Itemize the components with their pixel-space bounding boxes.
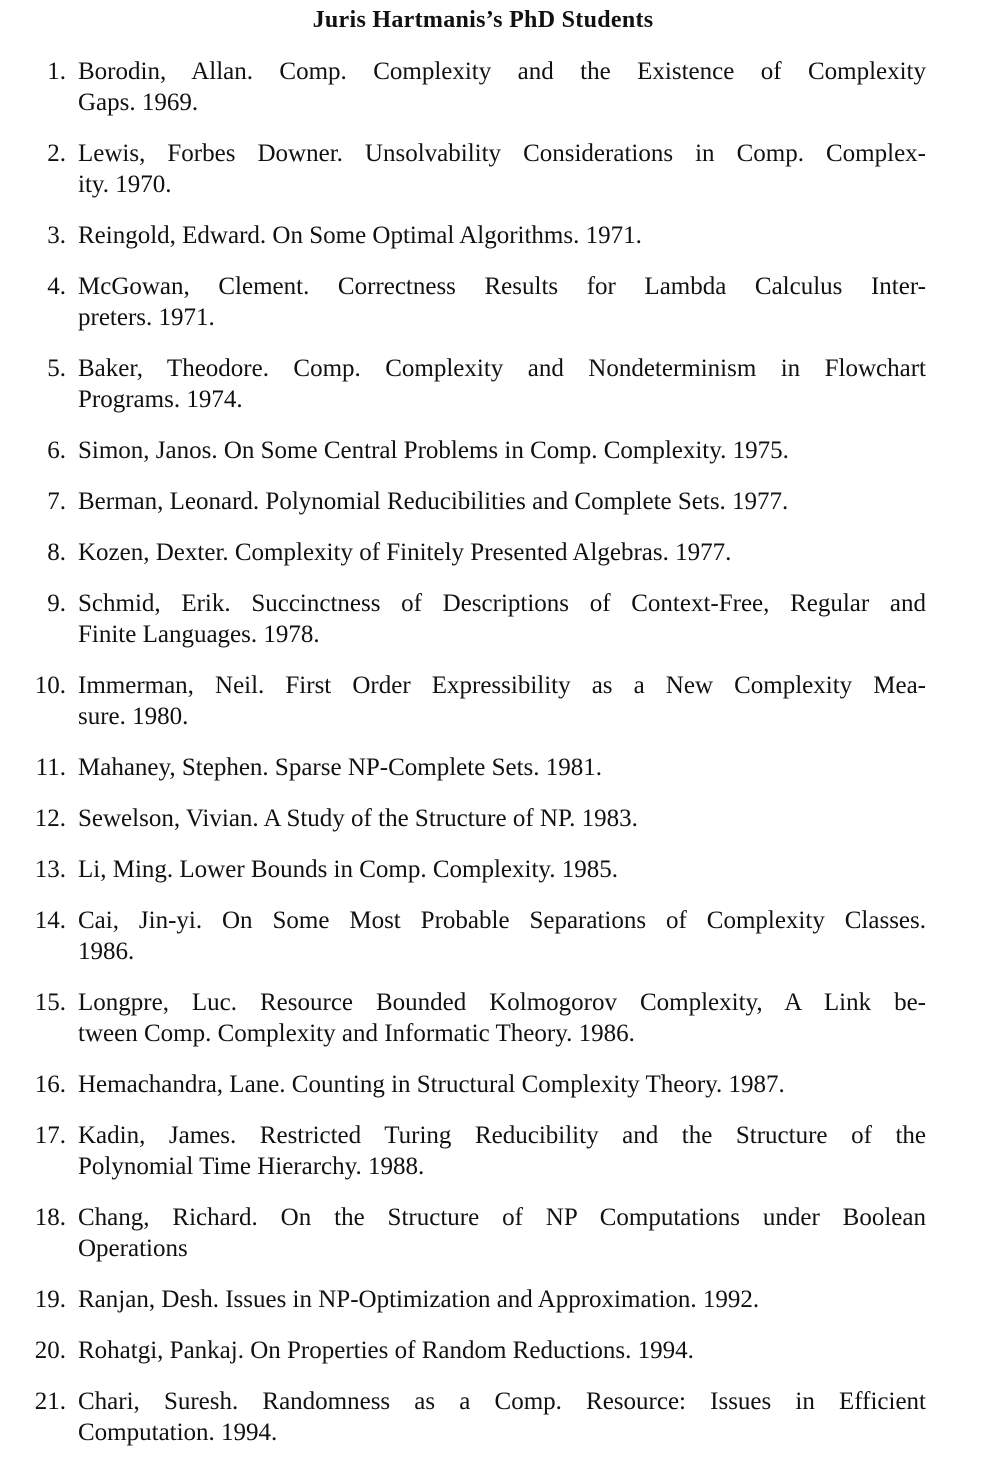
item-number: 1. (47, 58, 66, 85)
item-text (78, 56, 926, 118)
item-text (78, 537, 926, 568)
list-item (0, 1335, 992, 1366)
item-text (78, 1069, 926, 1100)
item-line: Rohatgi, Pankaj. On Properties of Random Reductions. 1994. (78, 1337, 694, 1364)
item-text (78, 486, 926, 517)
item-line: Finite Languages. 1978. (78, 621, 320, 648)
item-number: 14. (34, 907, 66, 934)
item-number: 6. (47, 437, 66, 464)
item-number: 19. (34, 1286, 66, 1313)
item-number: 17. (34, 1122, 66, 1149)
item-line: Berman, Leonard. Polynomial Reducibilities and Complete Sets. 1977. (78, 488, 789, 515)
item-line: Computation. 1994. (78, 1419, 278, 1446)
item-number: 11. (35, 754, 66, 781)
list-item (0, 803, 992, 834)
item-text (78, 905, 926, 967)
item-line: Chari, Suresh. Randomness as a Comp. Resource: Issues in Efficient (78, 1388, 926, 1415)
item-number: 2. (47, 140, 66, 167)
item-line: Operations (78, 1235, 188, 1262)
list-item (0, 588, 992, 650)
list-item (0, 537, 992, 568)
item-line: Gaps. 1969. (78, 89, 199, 116)
list-item (0, 486, 992, 517)
item-text (78, 1335, 926, 1366)
item-line: Baker, Theodore. Comp. Complexity and Nondeterminism in Flowchart (78, 355, 926, 382)
item-number: 15. (34, 989, 66, 1016)
list-item (0, 1120, 992, 1182)
item-number: 8. (47, 539, 66, 566)
list-item (0, 435, 992, 466)
item-number: 3. (47, 222, 66, 249)
list-item (0, 138, 992, 200)
student-list (0, 56, 992, 1468)
page-title: Juris Hartmanis’s PhD Students (312, 7, 654, 33)
item-line: Chang, Richard. On the Structure of NP Computations under Boolean (78, 1204, 926, 1231)
item-text (78, 854, 926, 885)
item-number: 7. (47, 488, 66, 515)
item-text (78, 1202, 926, 1264)
item-text (78, 435, 926, 466)
list-item (0, 56, 992, 118)
item-text (78, 803, 926, 834)
item-text (78, 353, 926, 415)
item-number: 18. (34, 1204, 66, 1231)
item-text (78, 1120, 926, 1182)
item-line: Mahaney, Stephen. Sparse NP-Complete Sets. 1981. (78, 754, 602, 781)
item-line: sure. 1980. (78, 703, 189, 730)
item-line: 1986. (78, 938, 135, 965)
item-line: preters. 1971. (78, 304, 215, 331)
item-line: Ranjan, Desh. Issues in NP-Optimization and Approximation. 1992. (78, 1286, 760, 1313)
item-line: Li, Ming. Lower Bounds in Comp. Complexity. 1985. (78, 856, 619, 883)
item-number: 13. (34, 856, 66, 883)
list-item (0, 987, 992, 1049)
list-item (0, 1386, 992, 1448)
list-item (0, 271, 992, 333)
item-line: Reingold, Edward. On Some Optimal Algorithms. 1971. (78, 222, 642, 249)
item-line: tween Comp. Complexity and Informatic Theory. 1986. (78, 1020, 635, 1047)
item-line: Cai, Jin-yi. On Some Most Probable Separations of Complexity Classes. (78, 907, 926, 934)
item-line: Kadin, James. Restricted Turing Reducibility and the Structure of the (78, 1122, 926, 1149)
item-text (78, 1284, 926, 1315)
item-line: Borodin, Allan. Comp. Complexity and the Existence of Complexity (78, 58, 926, 85)
list-item (0, 905, 992, 967)
item-line: McGowan, Clement. Correctness Results for Lambda Calculus Inter- (78, 273, 926, 300)
item-number: 10. (34, 672, 66, 699)
item-line: Lewis, Forbes Downer. Unsolvability Considerations in Comp. Complex- (78, 140, 926, 167)
list-item (0, 1069, 992, 1100)
item-text (78, 987, 926, 1049)
item-text (78, 670, 926, 732)
item-line: Programs. 1974. (78, 386, 243, 413)
item-number: 16. (34, 1071, 66, 1098)
item-text (78, 220, 926, 251)
item-line: Polynomial Time Hierarchy. 1988. (78, 1153, 425, 1180)
item-line: Sewelson, Vivian. A Study of the Structure of NP. 1983. (78, 805, 638, 832)
list-item (0, 1202, 992, 1264)
item-line: Immerman, Neil. First Order Expressibility as a New Complexity Mea- (78, 672, 926, 699)
list-item (0, 670, 992, 732)
item-line: Kozen, Dexter. Complexity of Finitely Presented Algebras. 1977. (78, 539, 732, 566)
list-item (0, 220, 992, 251)
item-line: Longpre, Luc. Resource Bounded Kolmogorov Complexity, A Link be- (78, 989, 926, 1016)
item-text (78, 588, 926, 650)
item-line: Hemachandra, Lane. Counting in Structural Complexity Theory. 1987. (78, 1071, 785, 1098)
item-text (78, 752, 926, 783)
item-number: 4. (47, 273, 66, 300)
item-line: Schmid, Erik. Succinctness of Descriptions of Context-Free, Regular and (78, 590, 926, 617)
item-number: 5. (47, 355, 66, 382)
list-item (0, 752, 992, 783)
list-item (0, 353, 992, 415)
item-line: Simon, Janos. On Some Central Problems in Comp. Complexity. 1975. (78, 437, 789, 464)
list-item (0, 1284, 992, 1315)
item-text (78, 1386, 926, 1448)
list-item (0, 854, 992, 885)
item-number: 12. (34, 805, 66, 832)
item-number: 20. (34, 1337, 66, 1364)
item-number: 21. (34, 1388, 66, 1415)
item-line: ity. 1970. (78, 171, 172, 198)
item-number: 9. (47, 590, 66, 617)
item-text (78, 138, 926, 200)
item-text (78, 271, 926, 333)
